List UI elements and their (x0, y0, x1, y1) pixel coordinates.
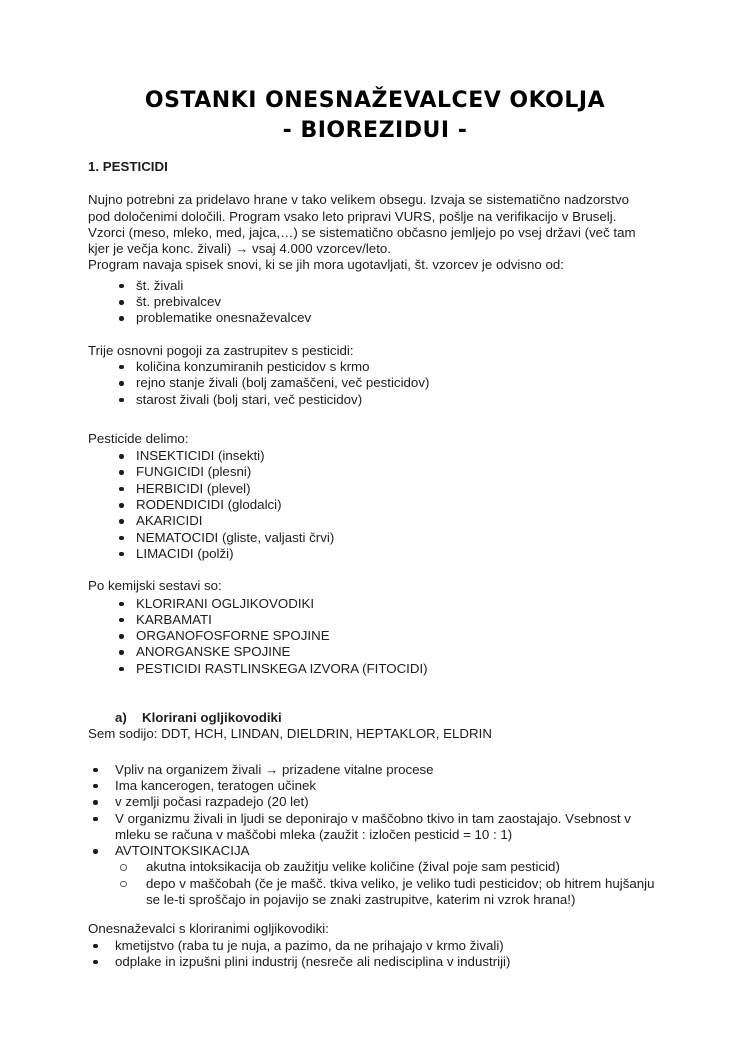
list-item-text: depo v maščobah (če je mašč. tkiva veliko, je veliko tudi pesticidov; ob hitrem hujšanju se le-ti sproščajo in pojavijo se znaki zastrupitve, katerim ni vzrok hrana!) (146, 875, 655, 907)
subsection-title: Klorirani ogljikovodiki (142, 710, 282, 726)
list-item-text: v zemlji počasi razpadejo (20 let) (115, 794, 309, 810)
list-item-text: NEMATOCIDI (gliste, valjasti črvi) (136, 529, 335, 545)
list-item-text: LIMACIDI (polži) (136, 545, 234, 561)
list-item-text: V organizmu živali in ljudi se deponirajo v maščobno tkivo in tam zaostajajo. Vsebnost v mleku se računa v maščobi mleka (zaužit : izločen pesticid = 10 : 1) (115, 810, 631, 842)
list-item (88, 464, 662, 480)
circle-bullet-icon (120, 864, 127, 871)
polluters-heading: Onesnaževalci s kloriranimi ogljikovodiki: (88, 921, 329, 937)
bullet-icon (93, 960, 98, 965)
list-item-text: FUNGICIDI (plesni) (136, 464, 252, 480)
list-item (88, 612, 662, 628)
list-item-text: KLORIRANI OGLJIKOVODIKI (136, 595, 315, 611)
list-item-text: akutna intoksikacija ob zaužitju velike količine (žival poje sam pesticid) (146, 859, 560, 875)
list-item (88, 310, 662, 326)
bullet-icon (119, 487, 124, 492)
bullet-icon (93, 768, 98, 773)
list-item-text: HERBICIDI (plevel) (136, 480, 251, 496)
sample-factors-list (88, 278, 662, 327)
list-item (88, 628, 662, 644)
list-item-text: odplake in izpušni plini industrij (nesreče ali nedisciplina v industriji) (115, 953, 511, 969)
bullet-icon (119, 316, 124, 321)
paragraph-line: Program navaja spisek snovi, ki se jih mora ugotavljati, št. vzorcev je odvisno od: (88, 257, 564, 273)
list-item-text: št. živali (136, 277, 184, 293)
bullet-icon (119, 536, 124, 541)
list-item (88, 546, 662, 562)
list-item-text: rejno stanje živali (bolj zamaščeni, več pesticidov) (136, 375, 430, 391)
list-item-text: KARBAMATI (136, 611, 212, 627)
bullet-icon (93, 800, 98, 805)
list-item (88, 596, 662, 612)
list-item (88, 530, 662, 546)
list-item-text: problematike onesnaževalcev (136, 310, 312, 326)
list-item (88, 661, 662, 677)
conditions-heading: Trije osnovni pogoji za zastrupitev s pesticidi: (88, 342, 354, 358)
paragraph-line: kjer je večja konc. živali) → vsaj 4.000 vzorcev/leto. (88, 241, 391, 257)
list-item-text: RODENDICIDI (glodalci) (136, 497, 282, 513)
list-item-text: Ima kancerogen, teratogen učinek (115, 777, 317, 793)
list-item (88, 294, 662, 310)
list-item (88, 375, 662, 391)
bullet-icon (119, 284, 124, 289)
list-item (88, 778, 662, 794)
subsection-label: a) (115, 710, 127, 726)
classification-heading: Pesticide delimo: (88, 430, 189, 446)
bullet-icon (119, 602, 124, 607)
chemical-list (88, 596, 662, 677)
intro-paragraph (88, 192, 662, 273)
list-item (88, 278, 662, 294)
paragraph-line: pod določenimi določili. Program vsako leto pripravi VURS, pošlje na verifikacijo v Bruselj. (88, 208, 617, 224)
list-item-text: ANORGANSKE SPOJINE (136, 644, 291, 660)
list-item (88, 843, 662, 859)
bullet-icon (119, 503, 124, 508)
properties-list (88, 762, 662, 909)
bullet-icon (93, 944, 98, 949)
document-title-line1: OSTANKI ONESNAŽEVALCEV OKOLJA (144, 88, 606, 113)
klorirani-intro: Sem sodijo: DDT, HCH, LINDAN, DIELDRIN, HEPTAKLOR, ELDRIN (88, 726, 492, 742)
list-item (88, 513, 662, 529)
list-item (88, 954, 662, 970)
list-item-text: AKARICIDI (136, 513, 203, 529)
bullet-icon (119, 381, 124, 386)
classification-list (88, 448, 662, 562)
sub-list-item (88, 876, 662, 909)
list-item (88, 392, 662, 408)
document-title (88, 86, 662, 146)
list-item (88, 762, 662, 778)
list-item (88, 794, 662, 810)
list-item-text: PESTICIDI RASTLINSKEGA IZVORA (FITOCIDI) (136, 660, 428, 676)
bullet-icon (93, 849, 98, 854)
chemical-heading: Po kemijski sestavi so: (88, 578, 222, 594)
list-item-text: količina konzumiranih pesticidov s krmo (136, 358, 370, 374)
list-item (88, 644, 662, 660)
list-item (88, 481, 662, 497)
list-item-text: AVTOINTOKSIKACIJA (115, 843, 250, 859)
list-item (88, 497, 662, 513)
list-item-text: INSEKTICIDI (insekti) (136, 448, 265, 464)
paragraph-line: Vzorci (meso, mleko, med, jajca,…) se sistematično občasno jemljejo po vsej državi (več tam (88, 224, 636, 240)
bullet-icon (119, 365, 124, 370)
list-item-text: ORGANOFOSFORNE SPOJINE (136, 628, 330, 644)
list-item (88, 811, 662, 844)
sub-list-item (88, 859, 662, 875)
bullet-icon (119, 634, 124, 639)
list-item (88, 359, 662, 375)
bullet-icon (119, 300, 124, 305)
list-item (88, 448, 662, 464)
circle-bullet-icon (120, 881, 127, 888)
subsection-heading-klorirani (115, 710, 662, 726)
bullet-icon (119, 398, 124, 403)
list-item-text: št. prebivalcev (136, 294, 221, 310)
list-item-text: starost živali (bolj stari, več pesticidov) (136, 391, 363, 407)
bullet-icon (119, 552, 124, 557)
list-item-text: kmetijstvo (raba tu je nuja, a pazimo, da ne prihajajo v krmo živali) (115, 937, 504, 953)
conditions-list (88, 359, 662, 408)
bullet-icon (93, 784, 98, 789)
list-item (88, 938, 662, 954)
bullet-icon (119, 650, 124, 655)
list-item-text: Vpliv na organizem živali → prizadene vitalne procese (115, 761, 434, 777)
section-heading-pesticidi: 1. PESTICIDI (88, 159, 168, 174)
document-title-line2: - BIOREZIDUI - (282, 118, 468, 143)
bullet-icon (93, 817, 98, 822)
polluters-list (88, 938, 662, 971)
paragraph-line: Nujno potrebni za pridelavo hrane v tako velikem obsegu. Izvaja se sistematično nadzorstvo (88, 192, 630, 208)
bullet-icon (119, 618, 124, 623)
bullet-icon (119, 519, 124, 524)
bullet-icon (119, 454, 124, 459)
bullet-icon (119, 470, 124, 475)
bullet-icon (119, 667, 124, 672)
